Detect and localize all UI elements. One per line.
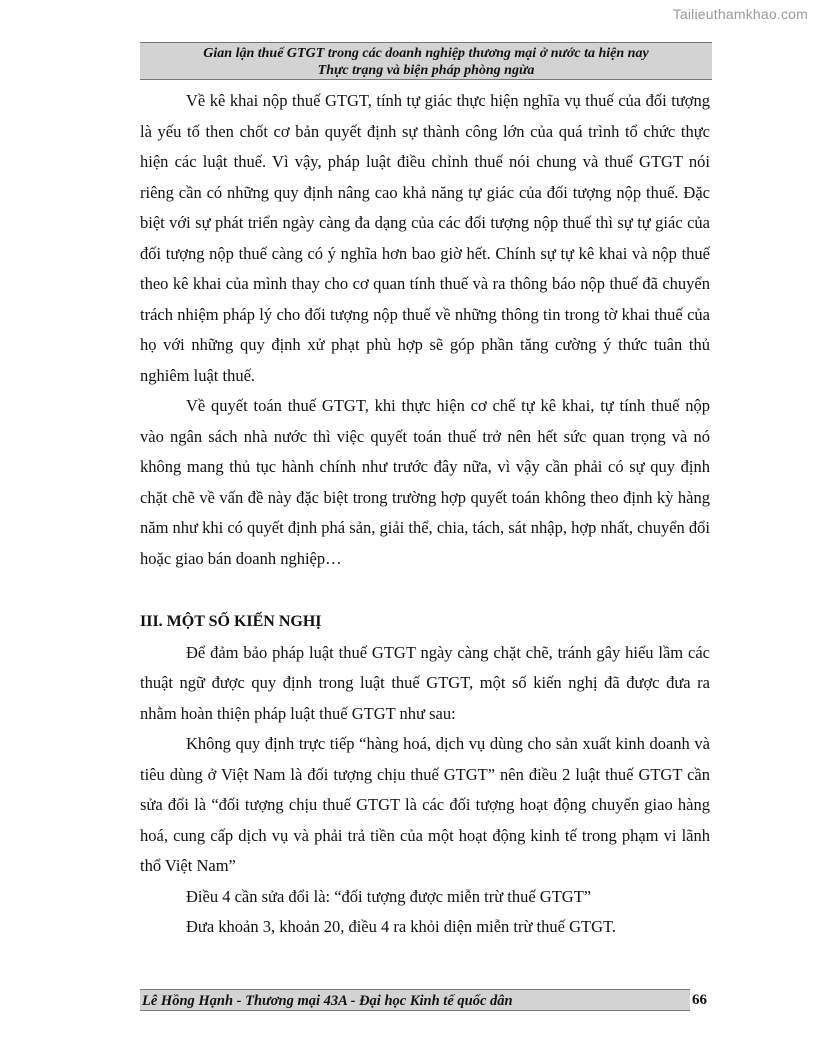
header-title-line-2: Thực trạng và biện pháp phòng ngừa — [317, 63, 535, 78]
running-footer: Lê Hồng Hạnh - Thương mại 43A - Đại học Kinh tế quốc dân — [140, 989, 690, 1011]
header-title-line-1: Gian lận thuế GTGT trong các doanh nghiệp thương mại ở nước ta hiện nay — [203, 46, 649, 61]
paragraph-tax-declaration: Về kê khai nộp thuế GTGT, tính tự giác thực hiện nghĩa vụ thuế của đối tượng là yếu tố then chốt cơ bản quyết định sự thành công lớn của quá trình tổ chức thực hiện các luật thuế. Vì vậy, pháp luật điều chỉnh thuế nói chung và thuế GTGT nói riêng cần có những quy định nâng cao khả năng tự giác của đối tượng nộp thuế. Đặc biệt với sự phát triển ngày càng đa dạng của các đối tượng nộp thuế thì sự tự giác của đối tượng nộp thuế càng có ý nghĩa hơn bao giờ hết. Chính sự tự kê khai và nộp thuế theo kê khai của mình thay cho cơ quan tính thuế và ra thông báo nộp thuế đã chuyển trách nhiệm pháp lý cho đối tượng nộp thuế về những thông tin trong tờ khai thuế của họ với những quy định xử phạt phù hợp sẽ góp phần tăng cường ý thức tuân thủ nghiêm luật thuế. — [140, 91, 710, 385]
paragraph-recommendation-article-4: Điều 4 cần sửa đổi là: “đối tượng được miễn trừ thuế GTGT” — [186, 886, 592, 906]
paragraph-tax-settlement: Về quyết toán thuế GTGT, khi thực hiện cơ chế tự kê khai, tự tính thuế nộp vào ngân sách nhà nước thì việc quyết toán thuế trở nên hết sức quan trọng và nó không mang thủ tục hành chính như trước đây nữa, vì vậy cần phải có sự quy định chặt chẽ về vấn đề này đặc biệt trong trường hợp quyết toán không theo định kỳ hàng năm như khi có quyết định phá sản, giải thể, chia, tách, sát nhập, hợp nhất, chuyển đổi hoặc giao bán doanh nghiệp… — [140, 396, 710, 568]
watermark: Tailieuthamkhao.com — [672, 6, 808, 22]
paragraph-recommendation-intro: Để đảm bảo pháp luật thuế GTGT ngày càng chặt chẽ, tránh gây hiểu lầm các thuật ngữ được quy định trong luật thuế GTGT, một số kiến nghị đã được đưa ra nhằm hoàn thiện pháp luật thuế GTGT như sau: — [140, 642, 710, 723]
running-header — [140, 42, 712, 80]
paragraph-recommendation-exemption: Đưa khoản 3, khoản 20, điều 4 ra khỏi diện miễn trừ thuế GTGT. — [186, 917, 616, 936]
page-body — [140, 86, 710, 943]
section-heading: III. MỘT SỐ KIẾN NGHỊ — [140, 613, 322, 630]
page-number: 66 — [692, 992, 707, 1008]
paragraph-recommendation-article-2: Không quy định trực tiếp “hàng hoá, dịch vụ dùng cho sản xuất kinh doanh và tiêu dùng ở Việt Nam là đối tượng chịu thuế GTGT” nên điều 2 luật thuế GTGT cần sửa đổi là “đối tượng chịu thuế GTGT là các đối tượng hoạt động chuyển giao hàng hoá, cung cấp dịch vụ và phải trả tiền của một hoạt động kinh tế trong phạm vi lãnh thổ Việt Nam” — [140, 734, 710, 875]
